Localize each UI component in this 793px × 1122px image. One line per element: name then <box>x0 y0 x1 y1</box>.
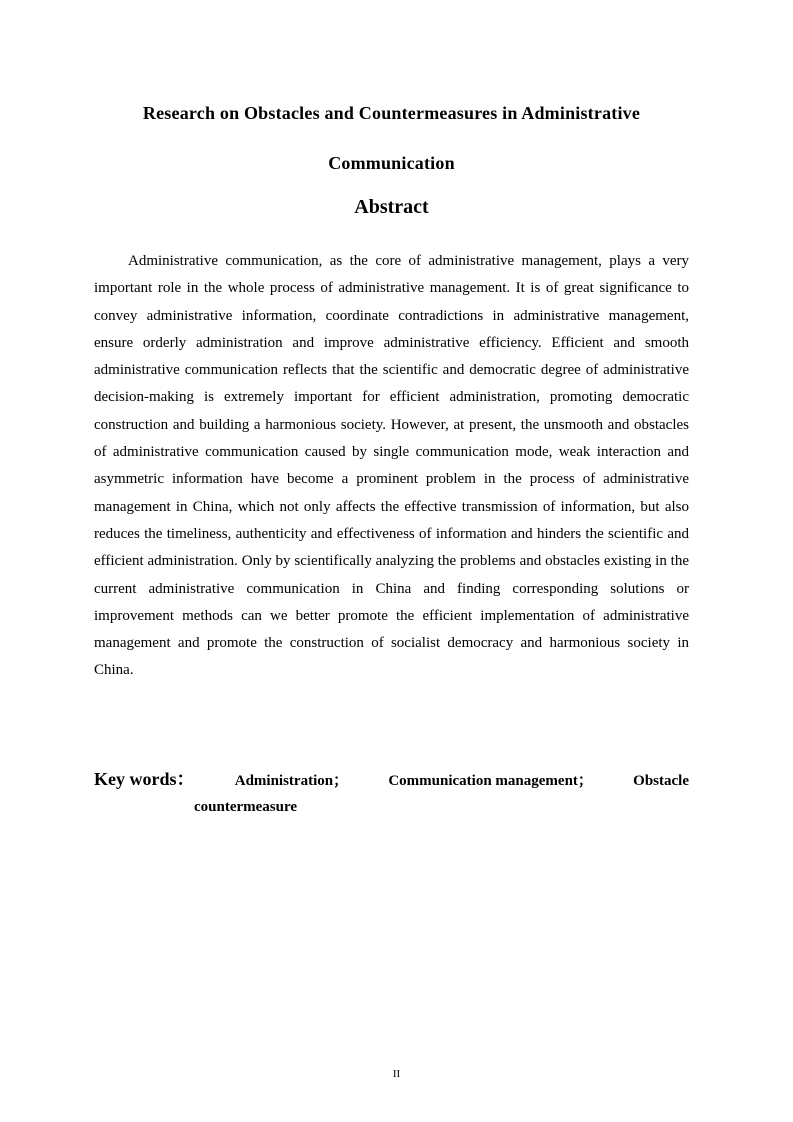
keyword-item: Communication management； <box>388 773 593 789</box>
keywords-section <box>94 765 689 819</box>
abstract-heading: Abstract <box>354 196 429 218</box>
keywords-label: Key words： <box>94 769 195 789</box>
document-title: Research on Obstacles and Countermeasures in Administrative Communication <box>142 103 641 173</box>
keyword-item: Obstacle <box>633 773 689 789</box>
keyword-item: Administration； <box>234 773 349 789</box>
page-number: II <box>392 1068 401 1080</box>
keywords-row-continued <box>94 795 689 819</box>
keyword-item: countermeasure <box>194 799 298 815</box>
abstract-body: Administrative communication, as the core of administrative management, plays a very important role in the whole process of administrative management. It is of great significance to convey administrative information, coordinate contradictions in administrative management, ensure orderly administration and improve administrative efficiency. Efficient and smooth administrative communication reflects that the scientific and democratic degree of administrative decision-making is extremely important for efficient administration, promoting democratic construction and building a harmonious society. However, at present, the unsmooth and obstacles of administrative communication caused by single communication mode, weak interaction and asymmetric information have become a prominent problem in the process of administrative management in China, which not only affects the effective transmission of information, but also reduces the timeliness, authenticity and effectiveness of information and hinders the scientific and efficient administration. Only by scientifically analyzing the problems and obstacles existing in the current administrative communication in China and finding corresponding solutions or improvement methods can we better promote the efficient implementation of administrative management and promote the construction of socialist democracy and harmonious society in China. <box>94 253 689 679</box>
keywords-row <box>94 765 689 795</box>
